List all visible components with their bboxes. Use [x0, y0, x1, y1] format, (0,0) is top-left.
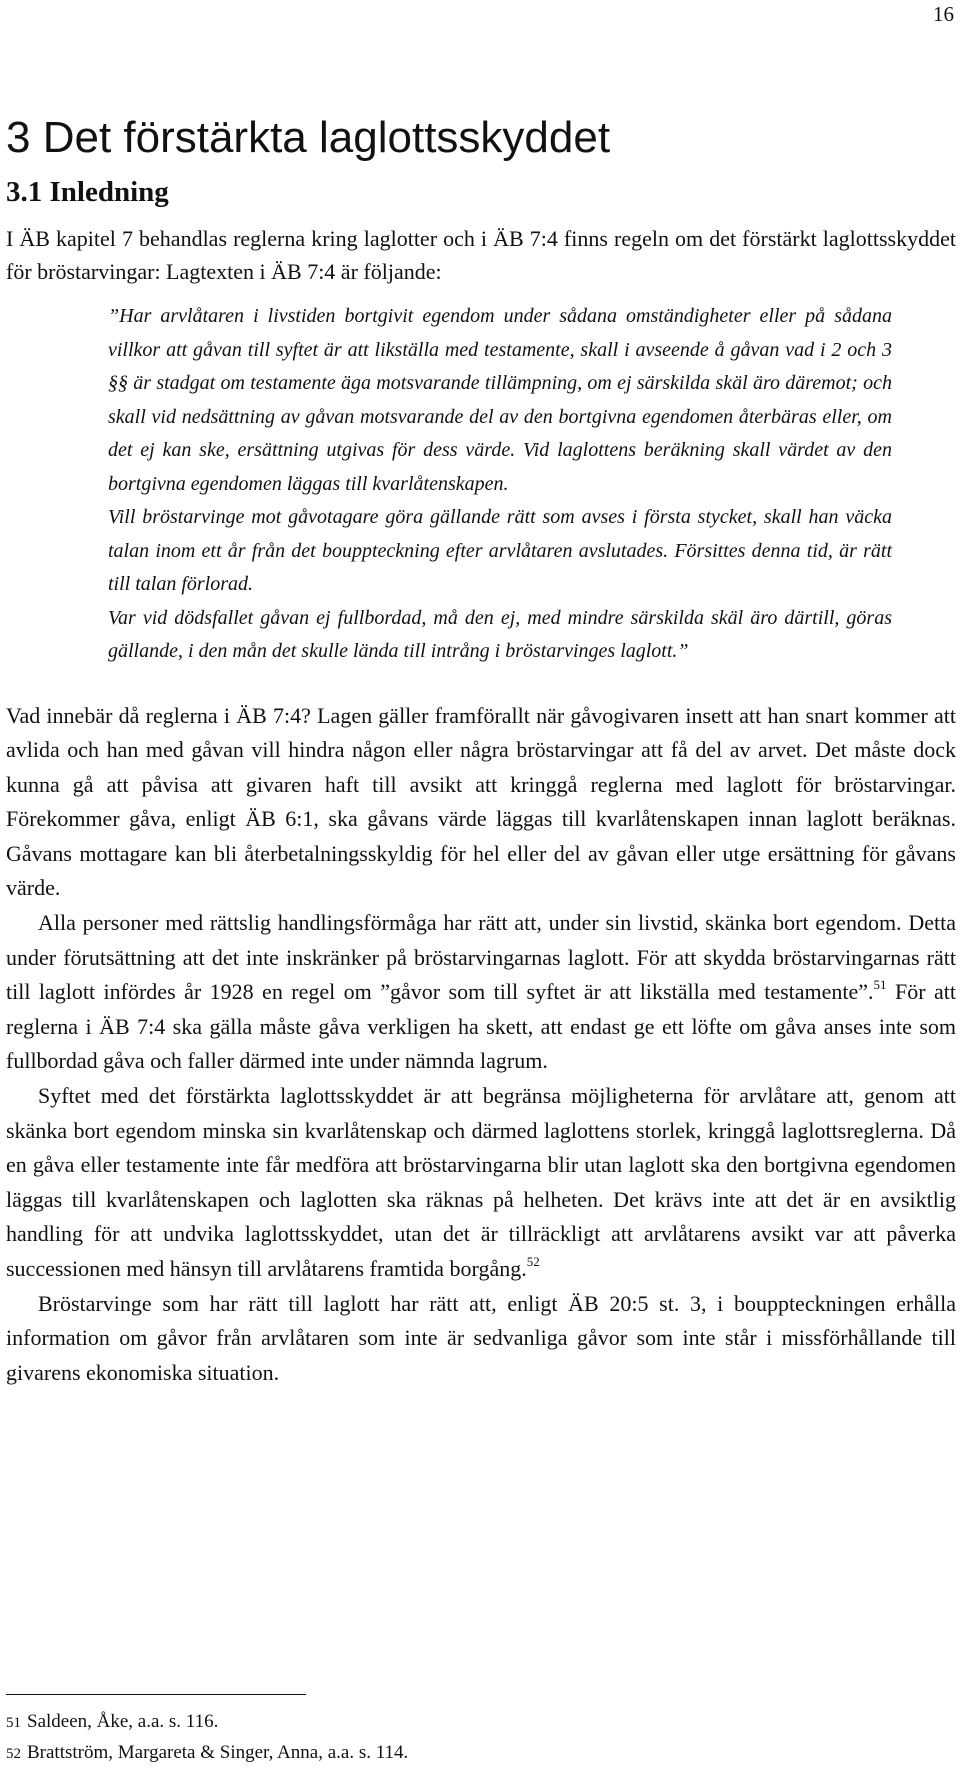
footnote-text: Saldeen, Åke, a.a. s. 116. [27, 1711, 219, 1732]
body-paragraph [6, 1079, 956, 1287]
quote-paragraph: ”Har arvlåtaren i livstiden bortgivit egendom under sådana omständigheter eller på sådana villkor att gåvan till syftet är att likställa med testamente, skall i avseende å gåvan vad i 2 och 3 §§ är stadgat om testamente äga motsvarande tillämpning, om ej särskilda skäl äro däremot; och skall vid nedsättning av gåvan motsvarande del av den bortgivna egendomen återbäras eller, om det ej kan ske, ersättning utgivas för dess värde. Vid laglottens beräkning skall värdet av den bortgivna egendomen läggas till kvarlåtenskapen. [108, 305, 892, 495]
footnote-ref: 51 [873, 976, 887, 992]
body-paragraph: Bröstarvinge som har rätt till laglott har rätt att, enligt ÄB 20:5 st. 3, i bouppteckningen erhålla information om gåvor från arvlåtaren som inte är sedvanliga gåvor som inte står i missförhållande till givarens ekonomiska situation. [6, 1290, 956, 1385]
intro-paragraph: I ÄB kapitel 7 behandlas reglerna kring laglotter och i ÄB 7:4 finns regeln om det förstärkt laglottsskyddet för bröstarvingar: Lagtexten i ÄB 7:4 är följande: [6, 226, 956, 284]
footnote-number: 51 [6, 1715, 21, 1731]
footnote [6, 1707, 408, 1738]
page-number: 16 [933, 2, 954, 26]
page-content [6, 110, 956, 1390]
body-paragraph [6, 906, 956, 1079]
footnote-divider [6, 1694, 306, 1695]
quote-paragraph: Vill bröstarvinge mot gåvotagare göra gällande rätt som avses i första stycket, skall han väcka talan inom ett år från det bouppteckning efter arvlåtaren avslutades. Försittes denna tid, är rätt till talan förlorad. [108, 506, 892, 595]
body-paragraph: Vad innebär då reglerna i ÄB 7:4? Lagen gäller framförallt när gåvogivaren insett att han snart kommer att avlida och han med gåvan vill hindra någon eller några bröstarvingar att få del av arvet. Det måste dock kunna gå att påvisa att givaren haft till avsikt att kringgå reglerna med laglott för bröstarvingar. Förekommer gåva, enligt ÄB 6:1, ska gåvans värde läggas till kvarlåtenskapen innan laglott beräknas. Gåvans mottagare kan bli återbetalningsskyldig för hel eller del av gåvan eller utge ersättning för gåvans värde. [6, 702, 956, 901]
footnotes [6, 1707, 408, 1769]
footnote-number: 52 [6, 1746, 21, 1762]
footnote-text: Brattström, Margareta & Singer, Anna, a.a. s. 114. [27, 1742, 409, 1763]
body-text [6, 699, 956, 1391]
paragraph-text: För att reglerna i ÄB 7:4 ska gälla måste gåva verkligen ha skett, att endast ge ett löfte om gåva anses inte som fullbordad gåva och faller därmed inte under nämnda lagrum. [6, 979, 956, 1074]
chapter-title: 3 Det förstärkta laglottsskyddet [6, 113, 611, 162]
law-quote [108, 300, 892, 669]
footnote [6, 1738, 408, 1769]
quote-paragraph: Var vid dödsfallet gåvan ej fullbordad, må den ej, med mindre särskilda skäl äro därtill, göras gällande, i den mån det skulle lända till intrång i bröstarvinges laglott.” [108, 606, 892, 662]
paragraph-text: Alla personer med rättslig handlingsförmåga har rätt att, under sin livstid, skänka bort egendom. Detta under förutsättning att det inte inskränker på bröstarvingarnas laglott. För att skydda bröstarvingarnas rätt till laglott infördes år 1928 en regel om ”gåvor som till syftet är att likställa med testamente”. [6, 910, 956, 1005]
section-title: 3.1 Inledning [6, 176, 169, 208]
paragraph-text: Syftet med det förstärkta laglottsskyddet är att begränsa möjligheterna för arvlåtare att, genom att skänka bort egendom minska sin kvarlåtenskap och därmed laglottens storlek, kringgå laglottsreglerna. Då en gåva eller testamente inte får medföra att bröstarvingarna blir utan laglott ska den bortgivna egendomen läggas till kvarlåtenskapen och laglotten ska räknas på helheten. Det krävs inte att det är en avsiktlig handling för att undvika laglottsskyddet, utan det är tillräckligt att arvlåtarens avsikt var att påverka successionen med hänsyn till arvlåtarens framtida borgång. [6, 1083, 956, 1281]
footnote-ref: 52 [526, 1253, 540, 1269]
